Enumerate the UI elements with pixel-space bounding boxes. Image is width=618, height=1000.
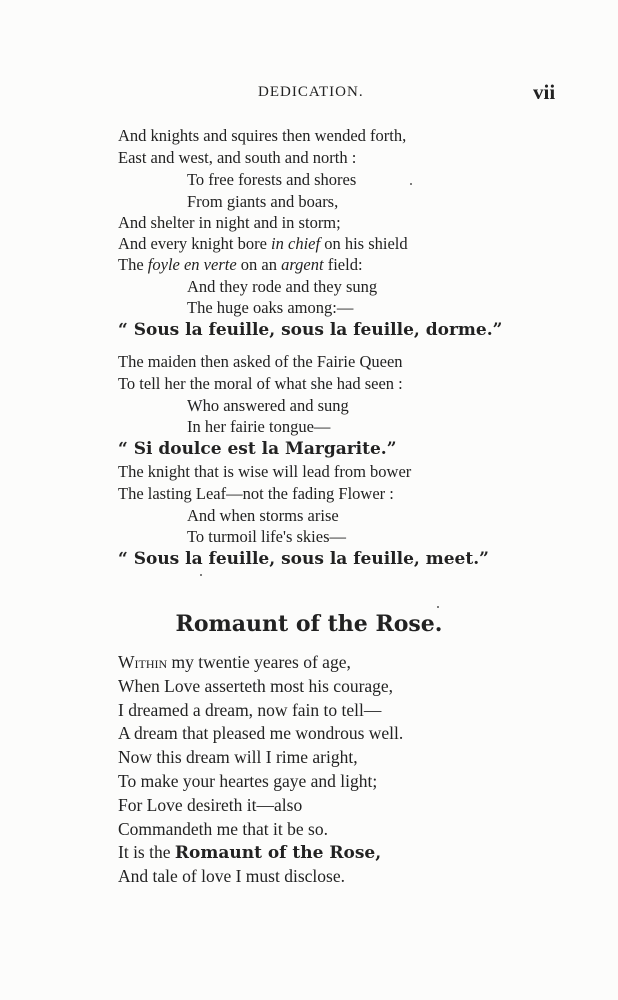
running-head: DEDICATION. [258, 84, 364, 100]
verse-line: The lasting Leaf—not the fading Flower : [118, 484, 394, 503]
verse-line: To turmoil life's skies— [187, 527, 347, 546]
verse-line: The maiden then asked of the Fairie Queen [118, 352, 403, 371]
verse-line [118, 652, 351, 672]
verse-line: Commandeth me that it be so. [118, 819, 328, 839]
verse-line: And they rode and they sung [187, 277, 378, 296]
verse-line: Who answered and sung [187, 396, 349, 415]
small-caps-opening: Within [118, 652, 168, 672]
verse-text: It is the [118, 842, 175, 862]
verse-text: my twentie yeares of age, [167, 652, 351, 672]
page-number: vii [533, 80, 556, 104]
verse-line: And tale of love I must disclose. [118, 866, 345, 886]
blackletter-refrain: “ Sous la feuille, sous la feuille, dorme.” [118, 320, 503, 340]
verse-text: on his shield [320, 234, 408, 253]
verse-line: From giants and boars, [187, 192, 339, 211]
verse-text: And every knight bore [118, 234, 272, 253]
verse-line: And knights and squires then wended forth, [118, 126, 407, 145]
verse-text: The [118, 255, 148, 274]
verse-line [118, 234, 408, 254]
verse-line: A dream that pleased me wondrous well. [118, 723, 404, 743]
blackletter-title-ref: Romaunt of the Rose, [174, 843, 382, 863]
blackletter-refrain: “ Sous la feuille, sous la feuille, meet.” [118, 549, 489, 569]
verse-line: And when storms arise [187, 506, 339, 525]
italic-phrase: argent [281, 255, 324, 274]
verse-line: I dreamed a dream, now fain to tell— [118, 700, 382, 720]
verse-text: field: [323, 255, 363, 274]
print-speck [200, 574, 202, 576]
print-speck [410, 183, 412, 185]
verse-line: East and west, and south and north : [118, 148, 357, 167]
verse-line: To make your heartes gaye and light; [118, 771, 378, 791]
verse-line: For Love desireth it—also [118, 795, 303, 815]
verse-line: In her fairie tongue— [187, 417, 331, 436]
verse-line [118, 255, 363, 275]
verse-line: And shelter in night and in storm; [118, 213, 341, 232]
verse-line [118, 842, 381, 863]
italic-phrase: foyle en verte [147, 255, 237, 274]
verse-line: The knight that is wise will lead from bower [118, 462, 412, 481]
verse-line: When Love asserteth most his courage, [118, 676, 394, 696]
verse-line: Now this dream will I rime aright, [118, 747, 358, 767]
verse-line: To tell her the moral of what she had seen : [118, 374, 403, 393]
verse-text: on an [236, 255, 282, 274]
verse-line: To free forests and shores [187, 170, 357, 189]
blackletter-refrain: “ Si doulce est la Margarite.” [118, 439, 397, 459]
print-speck [437, 606, 439, 608]
section-title: Romaunt of the Rose. [175, 611, 443, 637]
italic-phrase: in chief [271, 234, 321, 253]
verse-line: The huge oaks among:— [187, 298, 354, 317]
